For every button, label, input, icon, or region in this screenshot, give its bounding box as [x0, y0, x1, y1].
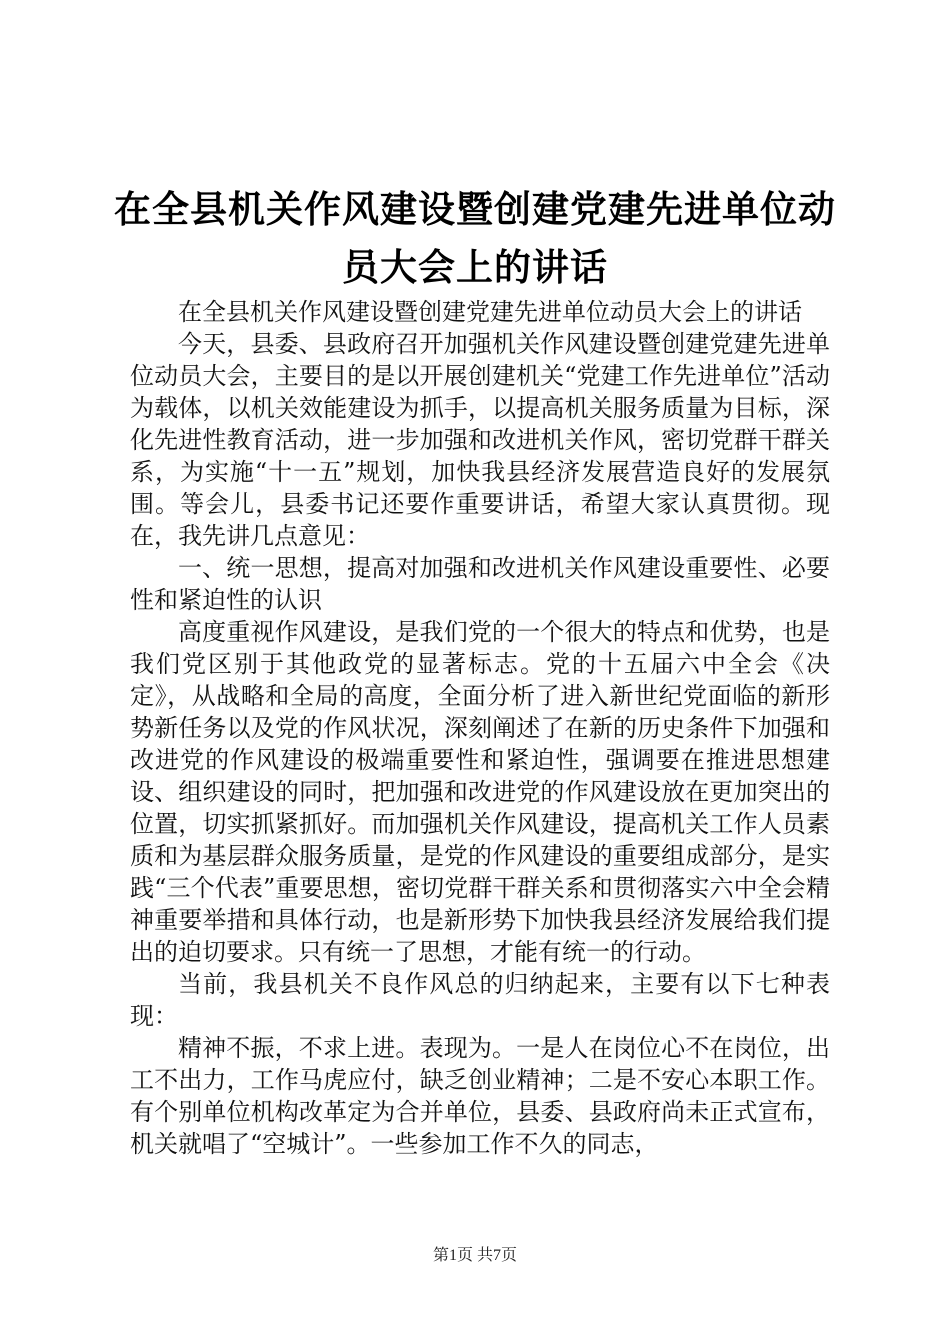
page-number-footer: 第1页 共7页: [432, 1247, 517, 1264]
paragraph-importance: 高度重视作风建设，是我们党的一个很大的特点和优势，也是我们党区别于其他政党的显著标志。党的十五届六中全会《决定》，从战略和全局的高度，全面分析了进入新世纪党面临的新形势新任务以及党的作风状况，深刻阐述了在新的历史条件下加强和改进党的作风建设的极端重要性和紧迫性，强调要在推进思想建设、组织建设的同时，把加强和改进党的作风建设放在更加突出的位置，切实抓紧抓好。而加强机关作风建设，提高机关工作人员素质和为基层群众服务质量，是党的作风建设的重要组成部分，是实践“三个代表”重要思想，密切党群干群关系和贯彻落实六中全会精神重要举措和具体行动，也是新形势下加快我县经济发展给我们提出的迫切要求。只有统一了思想，才能有统一的行动。: [130, 618, 830, 966]
paragraph-section-one-heading: 一、统一思想，提高对加强和改进机关作风建设重要性、必要性和紧迫性的认识: [130, 554, 830, 614]
paragraph-issue-one: 精神不振，不求上进。表现为。一是人在岗位心不在岗位，出工不出力，工作马虎应付，缺乏创业精神；二是不安心本职工作。有个别单位机构改革定为合并单位，县委、县政府尚未正式宣布，机关就唱了“空城计”。一些参加工作不久的同志，: [130, 1034, 830, 1158]
paragraph-heading-repeat: 在全县机关作风建设暨创建党建先进单位动员大会上的讲话: [178, 298, 802, 326]
document-body: [130, 296, 830, 1160]
document-title: 在全县机关作风建设暨创建党建先进单位动员大会上的讲话: [114, 187, 836, 289]
paragraph-intro: 今天，县委、县政府召开加强机关作风建设暨创建党建先进单位动员大会，主要目的是以开展创建机关“党建工作先进单位”活动为载体，以机关效能建设为抓手，以提高机关服务质量为目标，深化先进性教育活动，进一步加强和改进机关作风，密切党群干群关系，为实施“十一五”规划，加快我县经济发展营造良好的发展氛围。等会儿，县委书记还要作重要讲话，希望大家认真贯彻。现在，我先讲几点意见：: [130, 330, 830, 550]
paragraph-seven-issues: 当前，我县机关不良作风总的归纳起来，主要有以下七种表现：: [130, 970, 830, 1030]
